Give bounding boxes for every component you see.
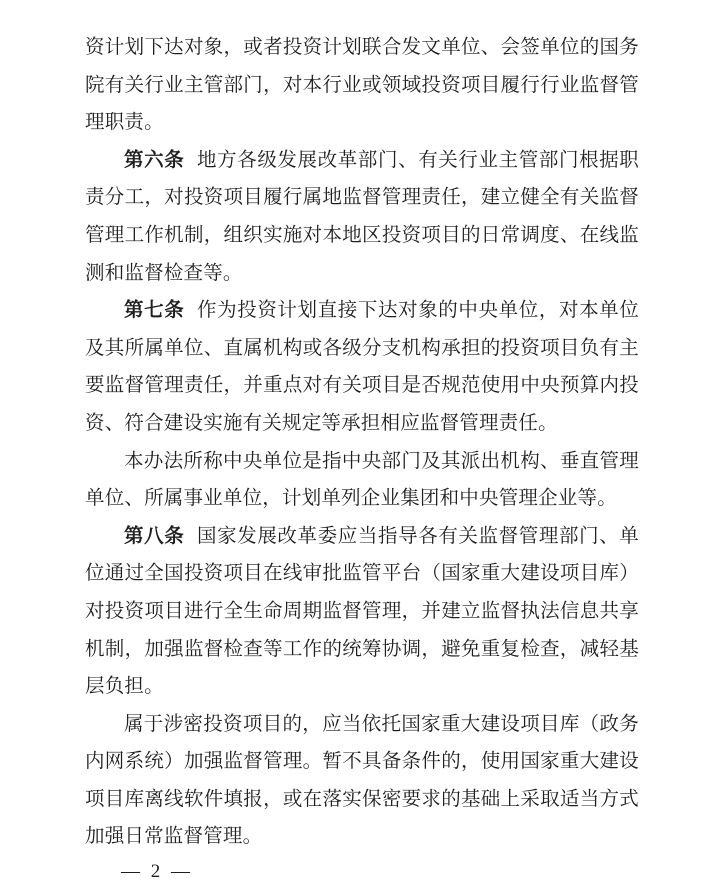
paragraph: [85, 29, 639, 142]
paragraph: [85, 443, 639, 518]
paragraph-text: 资计划下达对象，或者投资计划联合发文单位、会签单位的国务院有关行业主管部门，对本行业或领域投资项目履行行业监督管理职责。: [85, 37, 639, 134]
paragraph-text: 本办法所称中央单位是指中央部门及其派出机构、垂直管理单位、所属事业单位，计划单列企业集团和中央管理企业等。: [85, 450, 639, 510]
page-number: [90, 839, 193, 882]
article-number: 第六条: [124, 149, 185, 171]
paragraph-text: 作为投资计划直接下达对象的中央单位，对本单位及其所属单位、直属机构或各级分支机构承担的投资项目负有主要监督管理责任，并重点对有关项目是否规范使用中央预算内投资、符合建设实施有关规定等承担相应监督管理责任。: [85, 300, 639, 434]
paragraph-text: 属于涉密投资项目的，应当依托国家重大建设项目库（政务内网系统）加强监督管理。暂不具备条件的，使用国家重大建设项目库离线软件填报，或在落实保密要求的基础上采取适当方式加强日常监督管理。: [85, 713, 639, 848]
paragraph: [85, 142, 639, 292]
paragraph-text: 国家发展改革委应当指导各有关监督管理部门、单位通过全国投资项目在线审批监管平台（国家重大建设项目库）对投资项目进行全生命周期监督管理，并建立监督执法信息共享机制，加强监督检查等工作的统筹协调，避免重复检查，减轻基层负担。: [85, 525, 639, 698]
page-number-text: — 2 —: [121, 861, 193, 882]
document-body: [85, 29, 639, 856]
paragraph-text: 地方各级发展改革部门、有关行业主管部门根据职责分工，对投资项目履行属地监督管理责任，建立健全有关监督管理工作机制，组织实施对本地区投资项目的日常调度、在线监测和监督检查等。: [85, 149, 639, 284]
paragraph: [85, 292, 639, 442]
paragraph: [85, 518, 639, 706]
paragraph: [85, 706, 639, 856]
article-number: 第八条: [124, 525, 185, 547]
article-number: 第七条: [124, 300, 185, 322]
